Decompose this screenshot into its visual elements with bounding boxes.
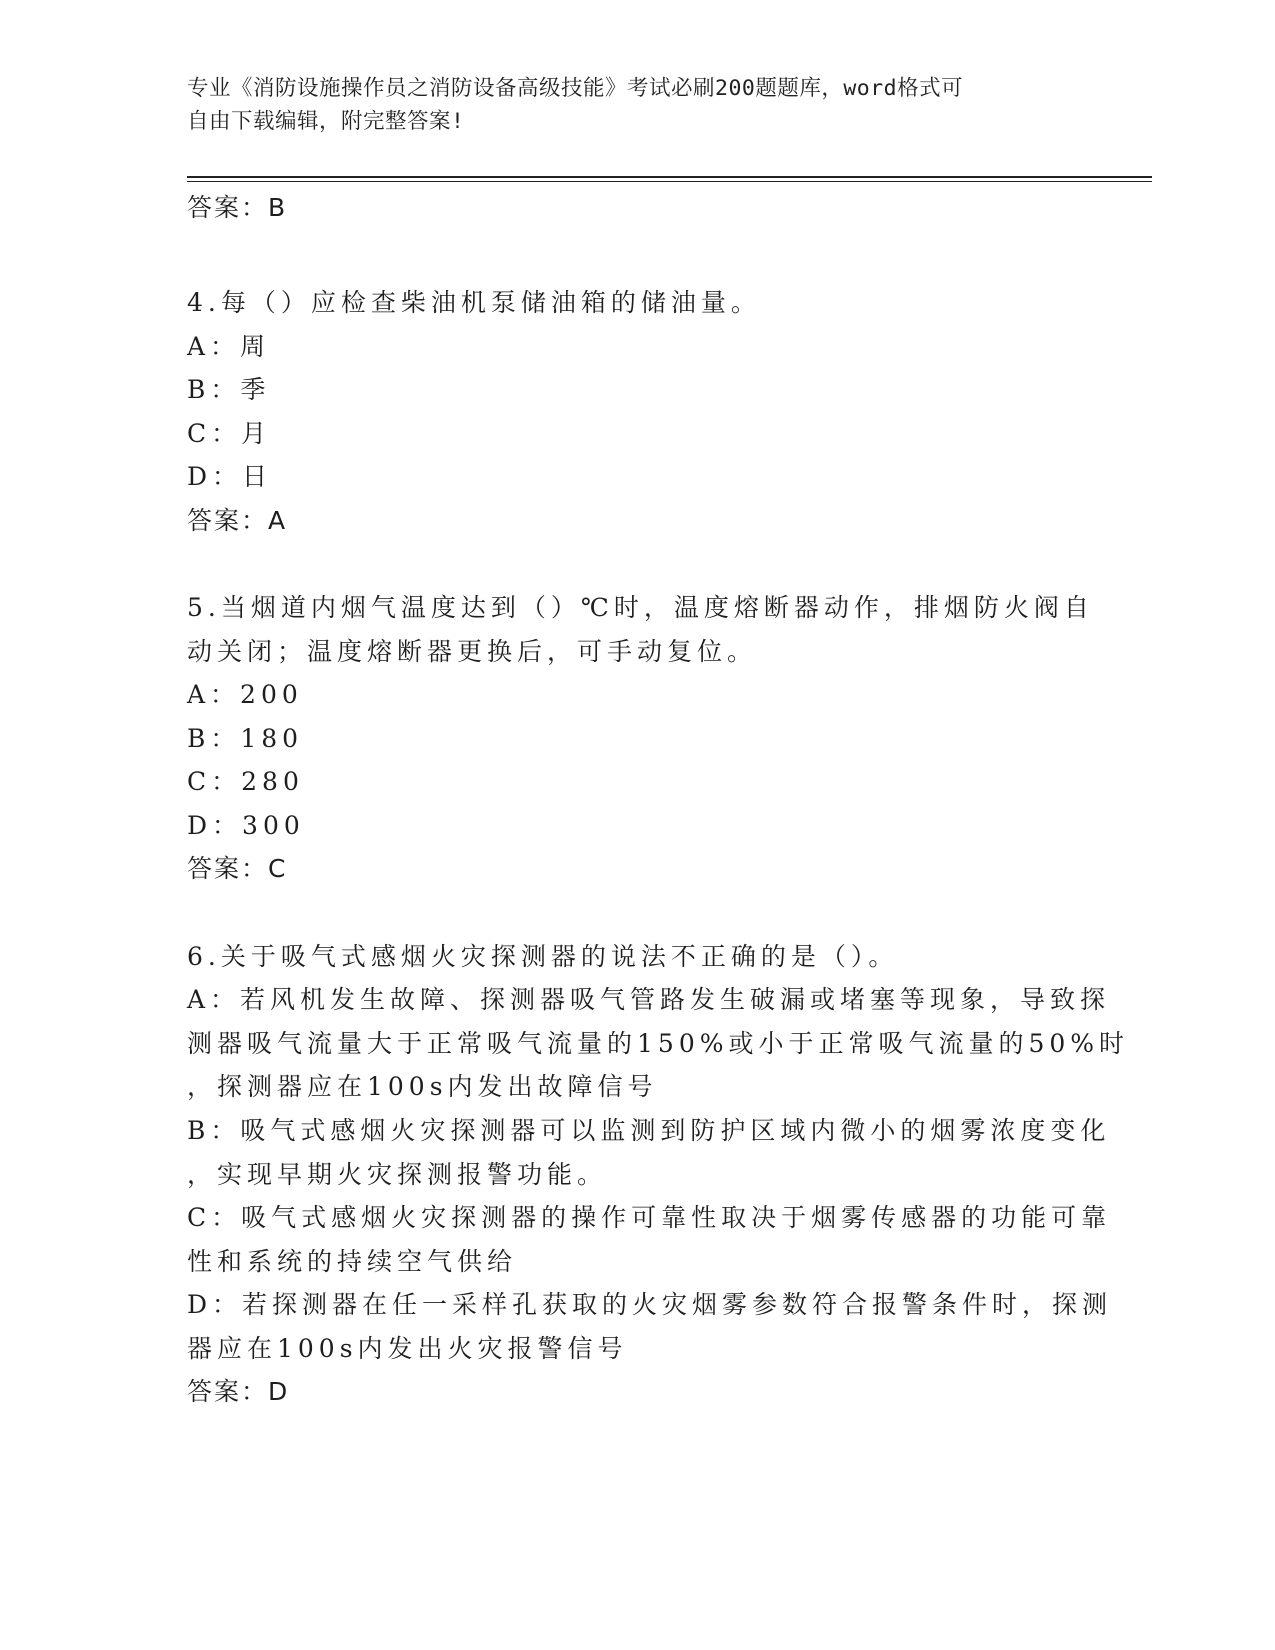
header-divider-thin xyxy=(187,181,1152,182)
question-5-option-d: D：300 xyxy=(187,811,305,840)
question-6-option-a-line-1: A：若风机发生故障、探测器吸气管路发生破漏或堵塞等现象，导致探 xyxy=(187,985,1111,1014)
question-6-option-a-line-2: 测器吸气流量大于正常吸气流量的150%或小于正常吸气流量的50%时 xyxy=(187,1029,1130,1058)
document-header xyxy=(187,72,1067,138)
question-5-answer: 答案：C xyxy=(187,854,288,883)
header-divider-thick xyxy=(187,176,1152,178)
question-6-option-a-line-3: ，探测器应在100s内发出故障信号 xyxy=(187,1072,658,1101)
question-4-option-b: B：季 xyxy=(187,375,271,404)
question-5-stem-line-2: 动关闭；温度熔断器更换后，可手动复位。 xyxy=(187,637,758,666)
header-line-1: 专业《消防设施操作员之消防设备高级技能》考试必刷200题题库，word格式可 xyxy=(187,76,964,101)
question-6-option-d-line-2: 器应在100s内发出火灾报警信号 xyxy=(187,1334,628,1363)
question-6-stem: 6.关于吸气式感烟火灾探测器的说法不正确的是（）。 xyxy=(187,942,899,971)
question-4-option-d: D：日 xyxy=(187,462,273,491)
question-4-answer: 答案：A xyxy=(187,506,288,535)
header-line-2: 自由下载编辑，附完整答案! xyxy=(187,109,465,134)
question-6-option-b-line-1: B：吸气式感烟火灾探测器可以监测到防护区域内微小的烟雾浓度变化 xyxy=(187,1116,1111,1145)
question-4-stem: 4.每（）应检查柴油机泵储油箱的储油量。 xyxy=(187,288,761,317)
previous-answer: 答案：B xyxy=(187,193,288,222)
question-6-option-c-line-2: 性和系统的持续空气供给 xyxy=(187,1247,518,1276)
question-6-option-c-line-1: C：吸气式感烟火灾探测器的操作可靠性取决于烟雾传感器的功能可靠 xyxy=(187,1203,1112,1232)
question-6-option-b-line-2: ，实现早期火灾探测报警功能。 xyxy=(187,1160,608,1189)
question-5-option-b: B：180 xyxy=(187,724,304,753)
question-6-option-d-line-1: D：若探测器在任一采样孔获取的火灾烟雾参数符合报警条件时，探测 xyxy=(187,1290,1113,1319)
question-4-option-c: C：月 xyxy=(187,419,272,448)
question-5-stem-line-1: 5.当烟道内烟气温度达到（）℃时，温度熔断器动作，排烟防火阀自 xyxy=(187,593,1094,622)
question-6-answer: 答案：D xyxy=(187,1377,290,1406)
question-5-option-c: C：280 xyxy=(187,767,304,796)
question-5-option-a: A：200 xyxy=(187,680,303,709)
question-4-option-a: A：周 xyxy=(187,332,271,361)
